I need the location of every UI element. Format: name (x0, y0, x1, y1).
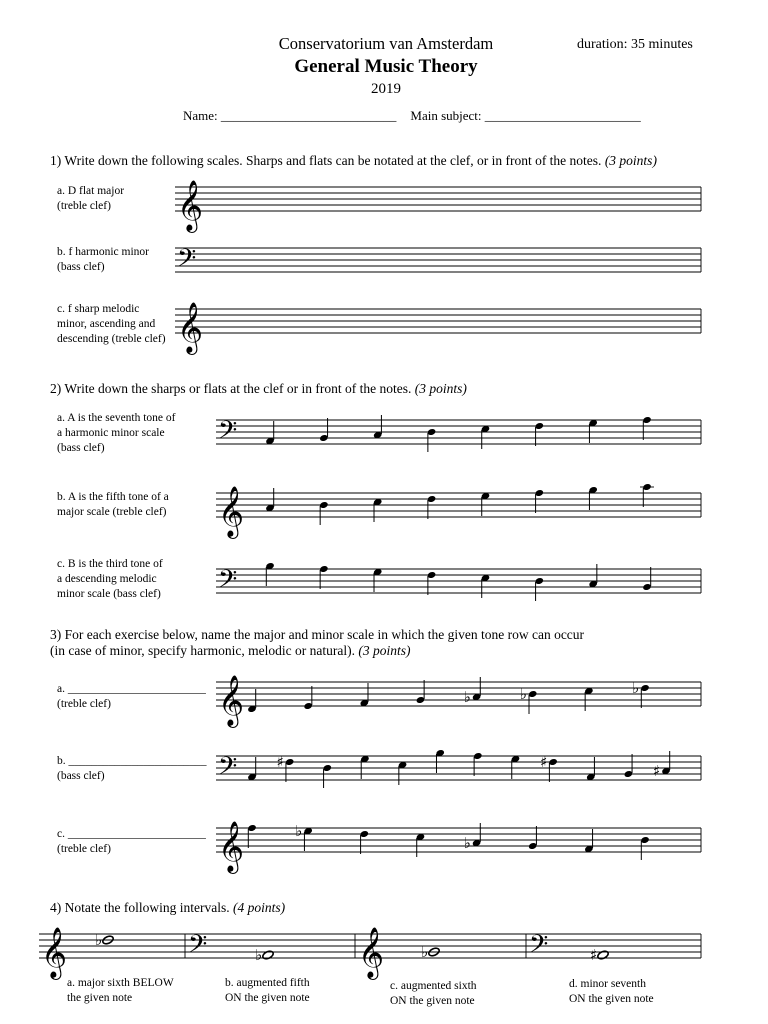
q4b-caption: b. augmented fifth ON the given note (225, 977, 310, 1004)
question-2-points: (3 points) (414, 381, 467, 396)
treble-clef-icon: 𝄞 (358, 927, 385, 978)
flat-icon: ♭ (295, 822, 303, 840)
sharp-icon: ♯ (276, 753, 284, 771)
flat-icon: ♭ (421, 943, 429, 961)
bass-clef-icon: 𝄢 (218, 752, 238, 787)
question-3-text-line1: 3) For each exercise below, name the major and minor scale in which the given tone row can occur (50, 627, 585, 642)
q1a-label: a. D flat major (treble clef) (57, 185, 125, 212)
treble-clef-icon: 𝄞 (218, 675, 245, 726)
institution-name: Conservatorium van Amsterdam (278, 34, 494, 53)
bass-clef-icon: 𝄢 (529, 930, 549, 965)
q2a-label: a. A is the seventh tone of a harmonic minor scale (bass clef) (57, 412, 176, 454)
flat-icon: ♭ (95, 931, 103, 949)
q1b-label: b. f harmonic minor (bass clef) (57, 246, 149, 273)
question-4-text: 4) Notate the following intervals. (50, 900, 230, 915)
question-4-points: (4 points) (232, 900, 286, 915)
sharp-icon: ♯ (653, 762, 661, 780)
exam-duration: duration: 35 minutes (577, 37, 693, 52)
flat-icon: ♭ (463, 688, 471, 706)
q3b-label: b. ________________________ (bass clef) (57, 755, 207, 782)
question-3-text-line2: (in case of minor, specify harmonic, melodic or natural). (50, 643, 355, 658)
q3c-answer-line[interactable]: c. ________________________ (57, 828, 206, 840)
q3a-label: a. ________________________ (treble clef) (57, 683, 206, 710)
q2c-label: c. B is the third tone of a descending melodic minor scale (bass clef) (57, 558, 163, 600)
treble-clef-icon: 𝄞 (218, 486, 245, 537)
q4c-caption: c. augmented sixth ON the given note (390, 980, 477, 1007)
sharp-icon: ♯ (540, 753, 548, 771)
flat-icon: ♭ (463, 834, 471, 852)
q4-given-note (597, 950, 610, 961)
q4d-caption: d. minor seventh ON the given note (569, 978, 654, 1005)
sharp-icon: ♯ (590, 946, 598, 964)
q1c-label: c. f sharp melodic minor, ascending and descending (treble clef) (57, 303, 166, 345)
q3b-answer-line[interactable]: b. ________________________ (57, 755, 207, 767)
exam-year: 2019 (371, 81, 401, 97)
q4-given-note (262, 950, 275, 961)
bass-clef-icon: 𝄢 (177, 244, 197, 279)
q3c-label: c. ________________________ (treble clef) (57, 828, 206, 855)
treble-clef-icon: 𝄞 (177, 180, 204, 231)
question-1-text: 1) Write down the following scales. Sharps and flats can be notated at the clef, or in front of the notes. (50, 153, 602, 168)
treble-clef-icon: 𝄞 (218, 821, 245, 872)
exam-title: General Music Theory (294, 56, 478, 77)
question-3-points: (3 points) (358, 643, 411, 658)
question-1-points: (3 points) (604, 153, 657, 168)
flat-icon: ♭ (519, 685, 527, 703)
main-subject-field-label: Main subject: ________________________ (410, 108, 641, 123)
bass-clef-icon: 𝄢 (218, 565, 238, 600)
name-field-label: Name: ___________________________ (183, 108, 397, 123)
question-2-text: 2) Write down the sharps or flats at the clef or in front of the notes. (50, 381, 412, 396)
bass-clef-icon: 𝄢 (218, 416, 238, 451)
treble-clef-icon: 𝄞 (177, 302, 204, 353)
bass-clef-icon: 𝄢 (188, 930, 208, 965)
flat-icon: ♭ (255, 946, 263, 964)
treble-clef-icon: 𝄞 (41, 927, 68, 978)
q2b-label: b. A is the fifth tone of a major scale (treble clef) (57, 491, 169, 518)
flat-icon: ♭ (632, 679, 640, 697)
q4a-caption: a. major sixth BELOW the given note (67, 977, 174, 1004)
q3a-answer-line[interactable]: a. ________________________ (57, 683, 206, 695)
